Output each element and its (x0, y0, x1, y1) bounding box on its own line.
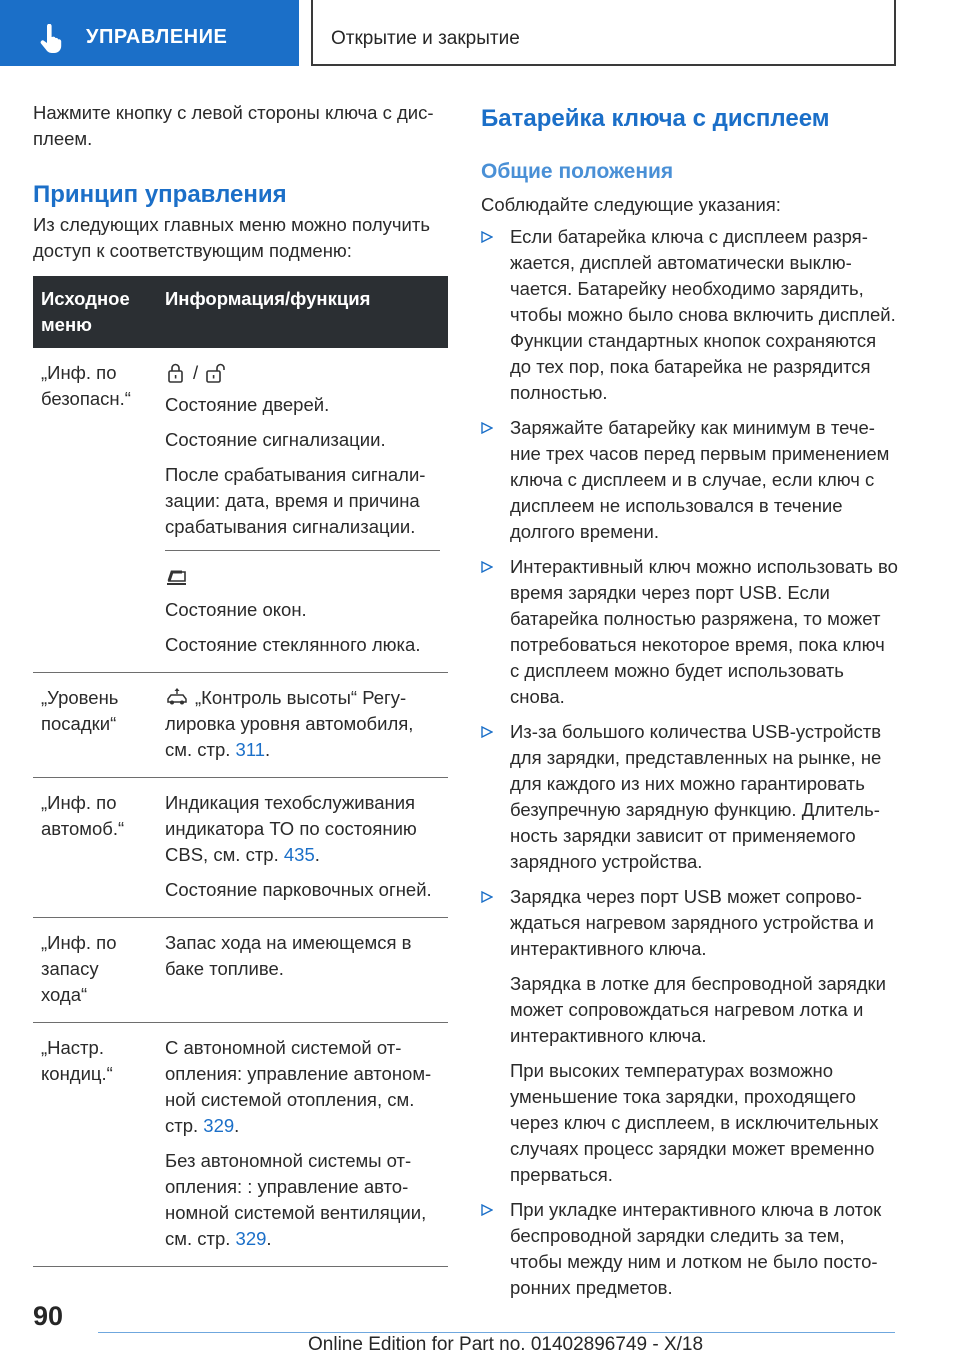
lead-text: Соблюдайте следующие указания: (481, 194, 781, 215)
list-item: Зарядка через порт USB может сопровождаться нагревом зарядного устройства и интерактивного ключа. Зарядка в лотке для беспроводной зарядки может сопровождаться нагревом лотка и интерактивного ключа. При высоких температурах возможно уменьшение тока зарядки, проходящего через ключ с дисплеем, в исключительных случаях процесс зарядки может временно прерваться. (481, 884, 899, 1188)
sunroof-status-text: Состояние стеклянного люка. (165, 634, 421, 655)
bullet-triangle-icon (481, 422, 493, 434)
window-status-text: Состояние окон. (165, 599, 307, 620)
menu-table (33, 276, 448, 1267)
table-cell-info: С автономной системой отопления: управление автономной системой отопления, см. стр. 329. Без автономной системы отопления: : управление автономной системой вентиляции, см. стр. 329. (157, 1023, 448, 1267)
aux-heating-text: С автономной системой отопления: управление автономной системой отопления, см. стр. (165, 1037, 432, 1136)
door-status-text: Состояние дверей. (165, 394, 330, 415)
table-header-menu: Исходное меню (33, 276, 157, 348)
service-text: Индикация техобслуживания индикатора ТО по состоянию CBS, см. стр. (165, 792, 417, 865)
bullet-triangle-icon (481, 561, 493, 573)
page-link-311[interactable]: 311 (235, 739, 266, 760)
aux-ventilation-text: Без автономной системы отопления: : управление автономной системой вентиляции, см. стр. (165, 1150, 427, 1249)
table-cell-menu: „Инф. по безопасн.“ (33, 348, 157, 673)
section-tab-label: УПРАВЛЕНИЕ (86, 26, 228, 48)
operating-principle-heading: Принцип управления (33, 181, 287, 208)
table-header-row (33, 276, 448, 348)
list-item: Из-за большого количества USB-устройств для зарядки, представленных на рынке, не для каждого из них можно гарантировать безупречную зарядную функцию. Длительность зарядки зависит от применяемого зарядного устройства. (481, 719, 899, 875)
table-cell-menu: „Уровень посадки“ (33, 673, 157, 778)
bullet-triangle-icon (481, 231, 493, 243)
icon-separator: / (193, 362, 199, 383)
battery-heading: Батарейка ключа с дисплеем (481, 105, 830, 132)
hand-pointer-icon (38, 24, 64, 54)
notes-list (481, 224, 899, 1301)
table-cell-menu: „Настр. кондиц.“ (33, 1023, 157, 1267)
page-number: 90 (33, 1301, 64, 1331)
list-item: Если батарейка ключа с дисплеем разряжается, дисплей автоматически выключается. Батарейку необходимо зарядить, чтобы можно было снова включить дисплей. Функции стандартных кнопок сохраняются до тех пор, пока батарейка не разрядится полностью. (481, 224, 899, 406)
table-cell-menu: „Инф. по запасу хода“ (33, 918, 157, 1023)
bullet-triangle-icon (481, 726, 493, 738)
alarm-status-text: Состояние сигнализации. (165, 429, 386, 450)
left-column (33, 100, 448, 1267)
table-header-info: Информация/функция (157, 276, 448, 348)
section-tab (0, 0, 299, 66)
operating-principle-desc: Из следующих главных меню можно получить доступ к соответствующим подменю: (33, 214, 430, 261)
table-cell-info (157, 348, 448, 673)
footer-rule (98, 1332, 895, 1333)
alarm-trigger-text: После срабатывания сигнализации: дата, время и причина срабатывания сигнализации. (165, 464, 426, 537)
page-link-329[interactable]: 329 (235, 1228, 267, 1249)
list-item: При укладке интерактивного ключа в лоток беспроводной зарядки следить за тем, чтобы между ним и лотком не было посторонних предметов. (481, 1197, 899, 1301)
table-row (33, 1023, 448, 1267)
list-item: Заряжайте батарейку как минимум в течение трех часов перед первым применением ключа с дисплеем и в случае, если ключ с дисплеем не использовался в течение долгого времени. (481, 415, 899, 545)
ride-height-text: „Контроль высоты“ Регулировка уровня автомобиля, см. стр. (165, 687, 414, 760)
table-row (33, 673, 448, 778)
footer-edition: Online Edition for Part no. 01402896749 - X/18 (308, 1334, 704, 1355)
general-heading: Общие положения (481, 160, 674, 183)
intro-text: Нажмите кнопку с левой стороны ключа с дисплеем. (33, 102, 434, 149)
table-row (33, 778, 448, 918)
table-cell-info: Запас хода на имеющемся в баке топливе. (157, 918, 448, 1023)
bullet-triangle-icon (481, 891, 493, 903)
door-open-icon (204, 362, 230, 384)
door-closed-icon (165, 362, 187, 384)
ride-height-icon (165, 687, 189, 707)
bullet-triangle-icon (481, 1204, 493, 1216)
chapter-title-box (311, 0, 896, 66)
table-cell-info: „Контроль высоты“ Регулировка уровня автомобиля, см. стр. 311. (157, 673, 448, 778)
chapter-title: Открытие и закрытие (331, 28, 520, 49)
table-row (33, 918, 448, 1023)
table-cell-info: Индикация техобслуживания индикатора ТО по состоянию CBS, см. стр. 435. Состояние парковочных огней. (157, 778, 448, 918)
window-status-block (165, 563, 440, 658)
right-column (481, 100, 899, 1310)
page-link-435[interactable]: 435 (283, 844, 315, 865)
table-row (33, 348, 448, 673)
page-link-329[interactable]: 329 (203, 1115, 235, 1136)
door-status-block (165, 360, 440, 551)
window-icon (165, 565, 189, 587)
parking-lights-text: Состояние парковочных огней. (165, 879, 432, 900)
table-cell-menu: „Инф. по автомоб.“ (33, 778, 157, 918)
list-item: Интерактивный ключ можно использовать во время зарядки через порт USB. Если батарейка полностью разряжена, то может потребоваться некоторое время, пока ключ с дисплеем можно будет использовать снова. (481, 554, 899, 710)
